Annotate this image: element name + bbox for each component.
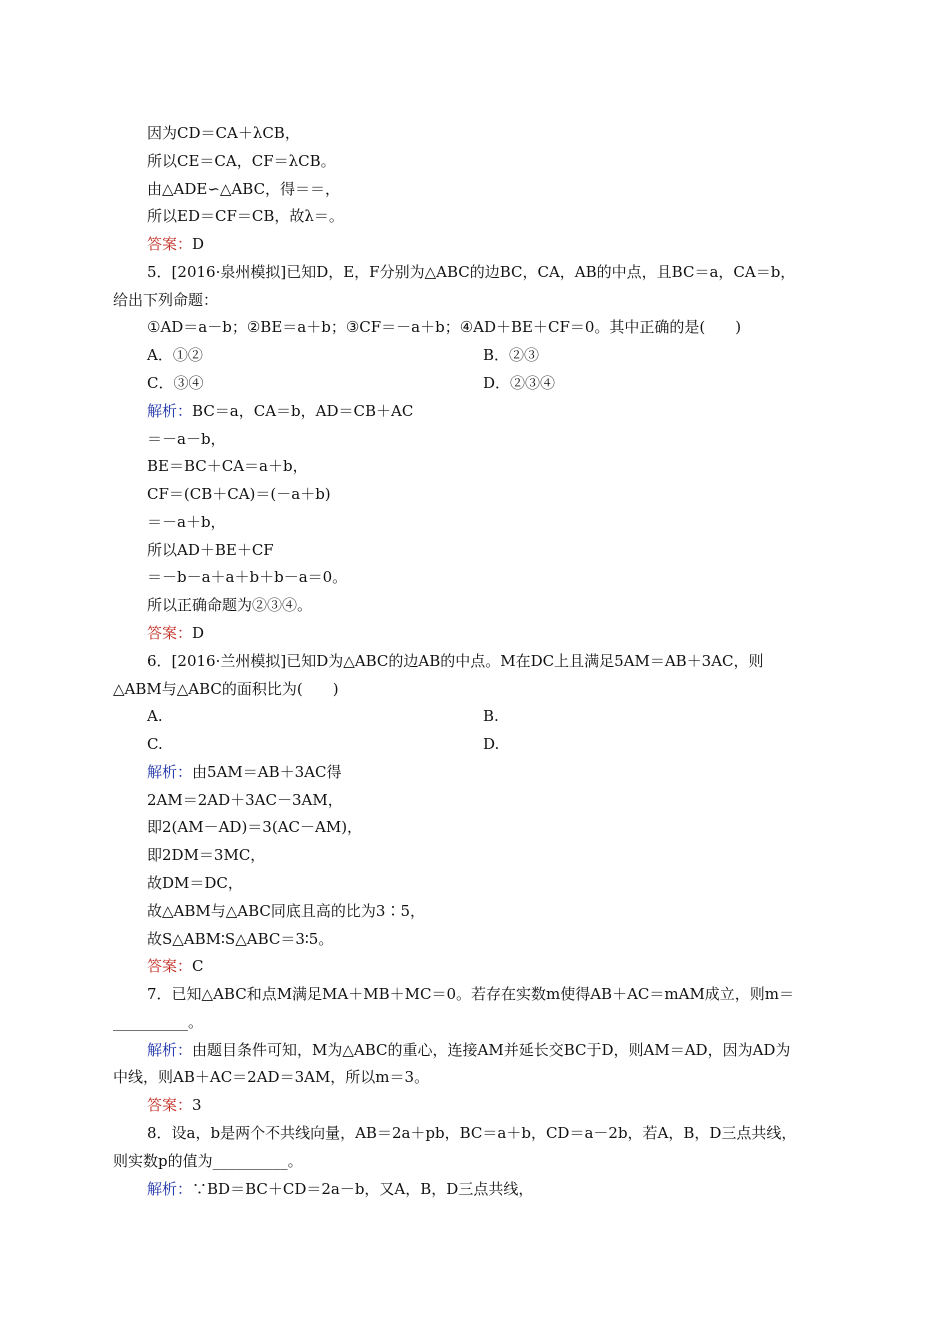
analysis-label: 解析： bbox=[147, 1041, 193, 1059]
text-line: ＝－b－a＋a＋b＋b－a＝0。 bbox=[147, 568, 348, 586]
option-a: A．①② bbox=[147, 346, 203, 364]
answer-label: 答案： bbox=[147, 1096, 193, 1114]
answer-line bbox=[147, 234, 204, 254]
analysis-line bbox=[147, 1040, 790, 1060]
analysis-label: 解析： bbox=[147, 763, 193, 781]
text-line: ＝－a－b， bbox=[147, 430, 226, 448]
answer-line bbox=[147, 1095, 202, 1115]
option-c: C．③④ bbox=[147, 374, 204, 392]
text-line: 中线，则AB＋AC＝2AD＝3AM，所以m＝3。 bbox=[113, 1068, 430, 1086]
question-6: 6．[2016·兰州模拟]已知D为△ABC的边AB的中点。M在DC上且满足5AM＝AB＋3AC，则 bbox=[147, 652, 764, 670]
text-line: 故DM＝DC， bbox=[147, 874, 243, 892]
text-line: ①AD＝a－b；②BE＝a＋b；③CF＝－a＋b；④AD＋BE＋CF＝0。其中正确的是( ) bbox=[147, 318, 742, 336]
answer-value: D bbox=[192, 235, 205, 253]
analysis-label: 解析： bbox=[147, 1180, 193, 1198]
text-line: 所以CE＝CA，CF＝λCB。 bbox=[147, 152, 336, 170]
analysis-line bbox=[147, 401, 413, 421]
text-line: 所以正确命题为②③④。 bbox=[147, 596, 313, 614]
answer-line bbox=[147, 623, 204, 643]
option-c: C. bbox=[147, 735, 163, 753]
option-b: B. bbox=[483, 707, 499, 725]
text-line: 故S△ABM∶S△ABC＝3∶5。 bbox=[147, 930, 334, 948]
option-d: D. bbox=[483, 735, 500, 753]
option-b: B．②③ bbox=[483, 346, 540, 364]
analysis-text: 由5AM＝AB＋3AC得 bbox=[192, 763, 342, 781]
blank-line: __________。 bbox=[113, 1013, 204, 1031]
text-line: ＝－a＋b， bbox=[147, 513, 226, 531]
text-line: 故△ABM与△ABC同底且高的比为3∶5， bbox=[147, 902, 425, 920]
analysis-label: 解析： bbox=[147, 402, 193, 420]
analysis-text: ∵BD＝BC＋CD＝2a－b，又A，B，D三点共线， bbox=[192, 1180, 534, 1198]
text-line: 所以AD＋BE＋CF bbox=[147, 541, 274, 559]
question-5: 5．[2016·泉州模拟]已知D，E，F分别为△ABC的边BC，CA，AB的中点，且BC＝a，CA＝b， bbox=[147, 263, 796, 281]
analysis-line bbox=[147, 762, 341, 782]
text-line: 则实数p的值为__________。 bbox=[113, 1152, 303, 1170]
answer-value: 3 bbox=[192, 1096, 202, 1114]
option-d: D．②③④ bbox=[483, 374, 556, 392]
text-line: 2AM＝2AD＋3AC－3AM， bbox=[147, 791, 343, 809]
answer-label: 答案： bbox=[147, 624, 193, 642]
text-line: BE＝BC＋CA＝a＋b， bbox=[147, 457, 308, 475]
answer-line bbox=[147, 956, 204, 976]
analysis-line bbox=[147, 1179, 533, 1199]
text-line: 即2DM＝3MC， bbox=[147, 846, 266, 864]
analysis-text: BC＝a，CA＝b，AD＝CB＋AC bbox=[192, 402, 414, 420]
text-line: 所以ED＝CF＝CB，故λ＝。 bbox=[147, 207, 344, 225]
question-7: 7．已知△ABC和点M满足MA＋MB＋MC＝0。若存在实数m使得AB＋AC＝mAM成立，则m＝ bbox=[147, 985, 795, 1003]
text-line: CF＝(CB＋CA)＝(－a＋b) bbox=[147, 485, 331, 503]
text-line: 给出下列命题： bbox=[113, 291, 219, 309]
text-line: 即2(AM－AD)＝3(AC－AM)， bbox=[147, 818, 363, 836]
answer-value: D bbox=[192, 624, 205, 642]
analysis-text: 由题目条件可知，M为△ABC的重心，连接AM并延长交BC于D，则AM＝AD，因为AD为 bbox=[192, 1041, 791, 1059]
text-line: 因为CD＝CA＋λCB， bbox=[147, 124, 300, 142]
text-line: △ABM与△ABC的面积比为( ) bbox=[113, 680, 339, 698]
question-8: 8．设a，b是两个不共线向量，AB＝2a＋pb，BC＝a＋b，CD＝a－2b，若A，B，D三点共线， bbox=[147, 1124, 797, 1142]
option-a: A. bbox=[147, 707, 163, 725]
answer-value: C bbox=[192, 957, 204, 975]
answer-label: 答案： bbox=[147, 957, 193, 975]
answer-label: 答案： bbox=[147, 235, 193, 253]
text-line: 由△ADE∽△ABC，得＝＝， bbox=[147, 180, 341, 198]
